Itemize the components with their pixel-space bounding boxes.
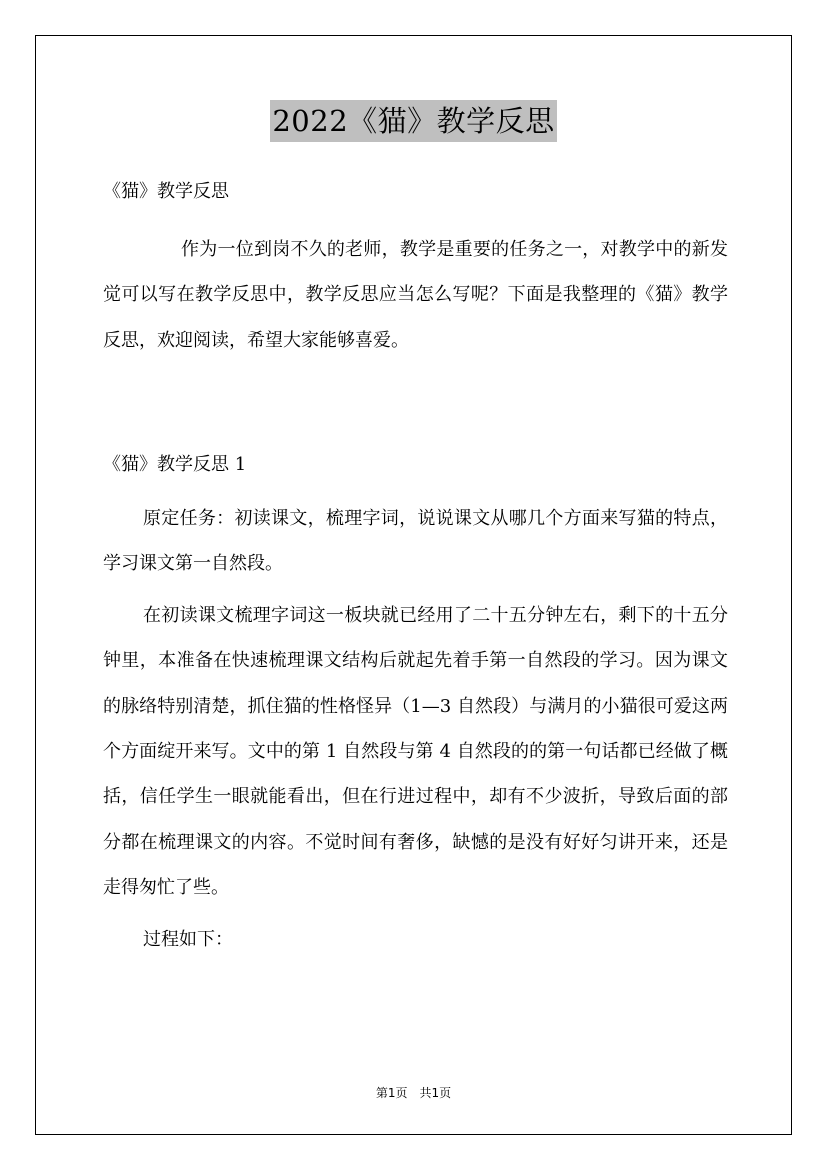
paragraph-reflection: 在初读课文梳理字词这一板块就已经用了二十五分钟左右，剩下的十五分钟里，本准备在快速梳理课文结构后就起先着手第一自然段的学习。因为课文的脉络特别清楚，抓住猫的性格怪异（1—3 自然段）与满月的小猫很可爱这两个方面绽开来写。文中的第 1 自然段与第 4 自然段的的第一句话都已经做了概括，信任学生一眼就能看出，但在行进过程中，却有不少波折，导致后面的部分都在梳理课文的内容。不觉时间有奢侈，缺憾的是没有好好匀讲开来，还是走得匆忙了些。 xyxy=(103,604,728,899)
title-container xyxy=(0,100,827,142)
intro-block xyxy=(103,227,728,363)
section-body xyxy=(103,496,728,968)
intro-paragraph: 作为一位到岗不久的老师，教学是重要的任务之一，对教学中的新发觉可以写在教学反思中，教学反思应当怎么写呢？下面是我整理的《猫》教学反思，欢迎阅读，希望大家能够喜爱。 xyxy=(103,239,728,351)
document-title: 2022《猫》教学反思 xyxy=(270,100,556,142)
document-subtitle: 《猫》教学反思 xyxy=(103,181,229,202)
paragraph-process: 过程如下： xyxy=(143,928,233,950)
page-footer: 第1页 共1页 xyxy=(375,1086,452,1100)
section-heading: 《猫》教学反思 1 xyxy=(103,454,247,475)
paragraph-task: 原定任务：初读课文，梳理字词，说说课文从哪几个方面来写猫的特点，学习课文第一自然段。 xyxy=(103,508,728,575)
